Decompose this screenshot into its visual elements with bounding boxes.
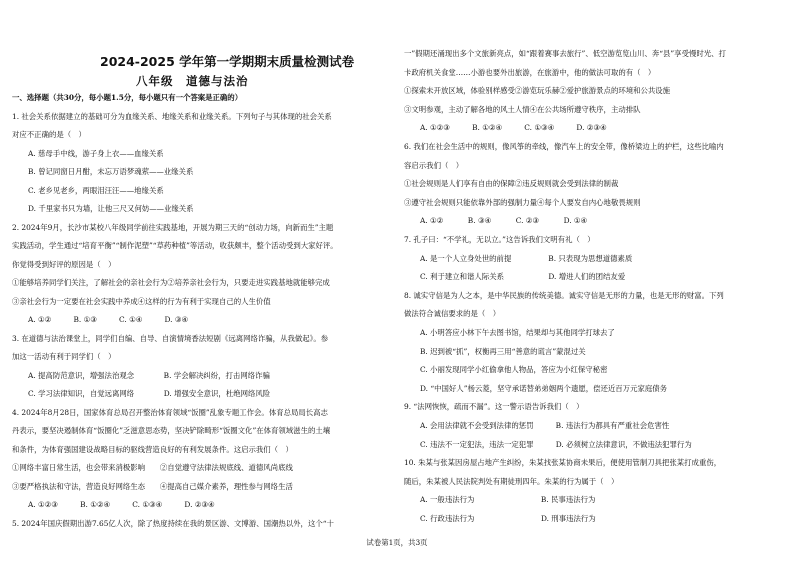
- right-text-line: B. 迟到被“抓”，权衡再三用“善意的谎言”蒙混过关: [420, 346, 586, 356]
- right-text-line: A. ①②③ B. ①②④ C. ①③④ D. ②③④: [420, 123, 607, 133]
- right-text-line: ③遵守社会规则只能依靠外部的强制力量④每个人要发自内心地敬畏规则: [404, 197, 641, 207]
- left-text-line: 5. 2024年国庆假期出游7.65亿人次，除了热度持续在我的景区游、文博游、国潮热以外，这个“十: [12, 518, 334, 528]
- left-text-line: 丹表示，要坚决遏制体育“饭圈化”乏滋意思态势，坚决铲除畸形“饭圈文化”在体育领域滋生的土壤: [12, 426, 331, 435]
- left-text-line: 和条件，为体育强国建设战略目标的驱线营造良好的有利发展条件。这启示我们（ ）: [12, 444, 293, 454]
- left-text-line: A. ①② B. ①③ C. ①④ D. ③④: [28, 315, 189, 324]
- right-text-line: 10. 朱某与张某因房屋占地产生纠纷，朱某找张某协商未果后，便使用管制刀具把张某打成重伤，: [404, 458, 722, 468]
- right-text-line: 一”假期还涌现出多个文旅新亮点，如“跟着赛事去旅行”、低空游览览山川、奔“县”享受慢时光、打: [404, 49, 726, 58]
- left-text-line: A. ①②③ B. ①②④ C. ①③④ D. ②③④: [28, 500, 215, 509]
- right-text-line: D. “中国好人”杨云菱，坚守承诺替弟弟姻两个遗愿，偿还近百万元家庭债务: [420, 383, 668, 393]
- left-text-line: ③亲社会行为一定要在社会实践中养成④这样的行为有利于实现自己的人生价值: [12, 296, 271, 306]
- exam-subtitle: 八年级 道德与法治: [136, 74, 249, 88]
- left-text-line: 4. 2024年8月28日，国家体育总局召开整治体育领域“饭圈”乱象专题工作会。体育总局局长高志: [12, 407, 328, 417]
- right-text-line: A. 是一个人立身处世的前提 B. 只表现为思想道德素质: [420, 253, 633, 263]
- left-text-line: ①网络丰富日常生活，也会带来消极影响 ②自觉遵守法律法规底线、道德风尚底线: [12, 463, 293, 472]
- left-text-line: A. 提高防范意识，增强法治观念 B. 学会解决纠纷，打击网络诈骗: [28, 370, 270, 380]
- left-text-line: ③要严格执法和守法，营造良好网络生态 ④提高自己媒介素养，理性参与网络生活: [12, 481, 293, 491]
- page-footer: 试卷第1页，共3页: [366, 538, 428, 547]
- right-text-line: 9. “法网恢恢，疏而不漏”。这一警示语告诉我们（ ）: [404, 402, 584, 412]
- right-text-line: 容启示我们（ ）: [404, 160, 464, 170]
- right-text-line: C. 利于建立和谐人际关系 D. 增进人们的团结友爱: [420, 272, 626, 282]
- right-text-line: 做法符合诚信要求的是（ ）: [404, 309, 501, 319]
- left-text-line: 对应不正确的是（ ）: [12, 130, 86, 139]
- left-text-line: 实践活动，学生通过“培育平衡”“制作泥塑”“草药种植”等活动，收获颇丰，整个活动受到大家好评。: [12, 241, 338, 250]
- right-text-line: ①探索未开放区域，体验别样感受②游览玩乐赫②爱护旅游景点的环境和公共设施: [404, 86, 671, 96]
- left-text-line: B. 曾记同窗日月酣，未忘万语梦魂萦——业缘关系: [28, 167, 194, 176]
- left-text-line: 一、选择题（共30分，每小题1.5分，每小题只有一个答案是正确的）: [12, 93, 243, 102]
- right-text-line: ①社会规则是人们享有自由的保障②违反规则就会受到法律的制裁: [404, 179, 619, 189]
- left-text-line: 1. 社会关系依据建立的基础可分为血缘关系、地缘关系和业缘关系。下列句子与其体现的社会关系: [12, 111, 332, 121]
- right-text-line: 7. 孔子曰：“不学礼，无以立。”这告诉我们文明有礼（ ）: [404, 235, 595, 244]
- right-text-line: C. 违法不一定犯法，违法一定犯罪 D. 必须树立法律意识，不做违法犯罪行为: [420, 439, 692, 449]
- right-text-line: A. ①② B. ③④ C. ②③ D. ①④: [420, 216, 588, 226]
- right-text-line: 卡政府机关食堂……小游也要外出旅游，在旅游中，他的做法可取的有（ ）: [404, 67, 656, 77]
- left-text-line: 2. 2024年9月，长沙市某校八年级同学前往实践基地，开展为期三天的“创动力场，向新而生”主题: [12, 222, 334, 232]
- right-text-line: 6. 我们在社会生活中的规则，像风筝的牵线，像汽车上的安全带，像桥梁边上的护栏，这些比喻内: [404, 142, 724, 151]
- left-text-line: ①能够培养同学们关注，了解社会的亲社会行为②培养亲社会行为，只要走进实践基地就能够完成: [12, 278, 330, 287]
- right-text-line: C. 小丽发现同学小红偷拿他人物品，答应为小红保守秘密: [420, 365, 608, 375]
- left-text-line: 你觉得受到好评的原因是（ ）: [12, 259, 116, 269]
- left-text-line: 加这一活动有利于同学们（ ）: [12, 352, 116, 361]
- right-text-line: 随后，朱某被人民法院判处有期徒刑四年。朱某的行为属于（ ）: [404, 476, 619, 486]
- exam-title: 2024-2025 学年第一学期期末质量检测试卷: [100, 54, 355, 69]
- right-text-line: A. 一般违法行为 B. 民事违法行为: [420, 495, 596, 505]
- left-text-line: D. 千里家书只为墙，让他三尺又何妨——业缘关系: [28, 204, 194, 213]
- left-text-line: C. 学习法律知识，自觉远离网络 D. 增强安全意识，杜绝网络风险: [28, 389, 271, 398]
- right-text-line: C. 行政违法行为 D. 刑事违法行为: [420, 514, 596, 523]
- left-text-line: C. 老乡见老乡，两眼泪汪汪——地缘关系: [28, 185, 164, 195]
- left-text-line: A. 慈母手中线，游子身上衣——血缘关系: [28, 148, 164, 158]
- right-text-line: A. 小明答应小林下午去图书馆，结果却与其他同学打球去了: [420, 328, 615, 337]
- left-text-line: 3. 在道德与法治课堂上，同学们自编、自导、自演情境香法短剧《远离网络诈骗，从我做起》。参: [12, 333, 329, 343]
- right-text-line: A. 会用法律就不会受到法律的惩罚 B. 违法行为都具有严重社会危害性: [420, 421, 670, 430]
- right-text-line: 8. 诚实守信是为人之本，是中华民族的传统美德。诚实守信是无形的力量，也是无形的财富。下列: [404, 290, 724, 300]
- right-text-line: ③文明参观，主动了解各地的风土人情④在公共场所遵守秩序，主动排队: [404, 104, 641, 114]
